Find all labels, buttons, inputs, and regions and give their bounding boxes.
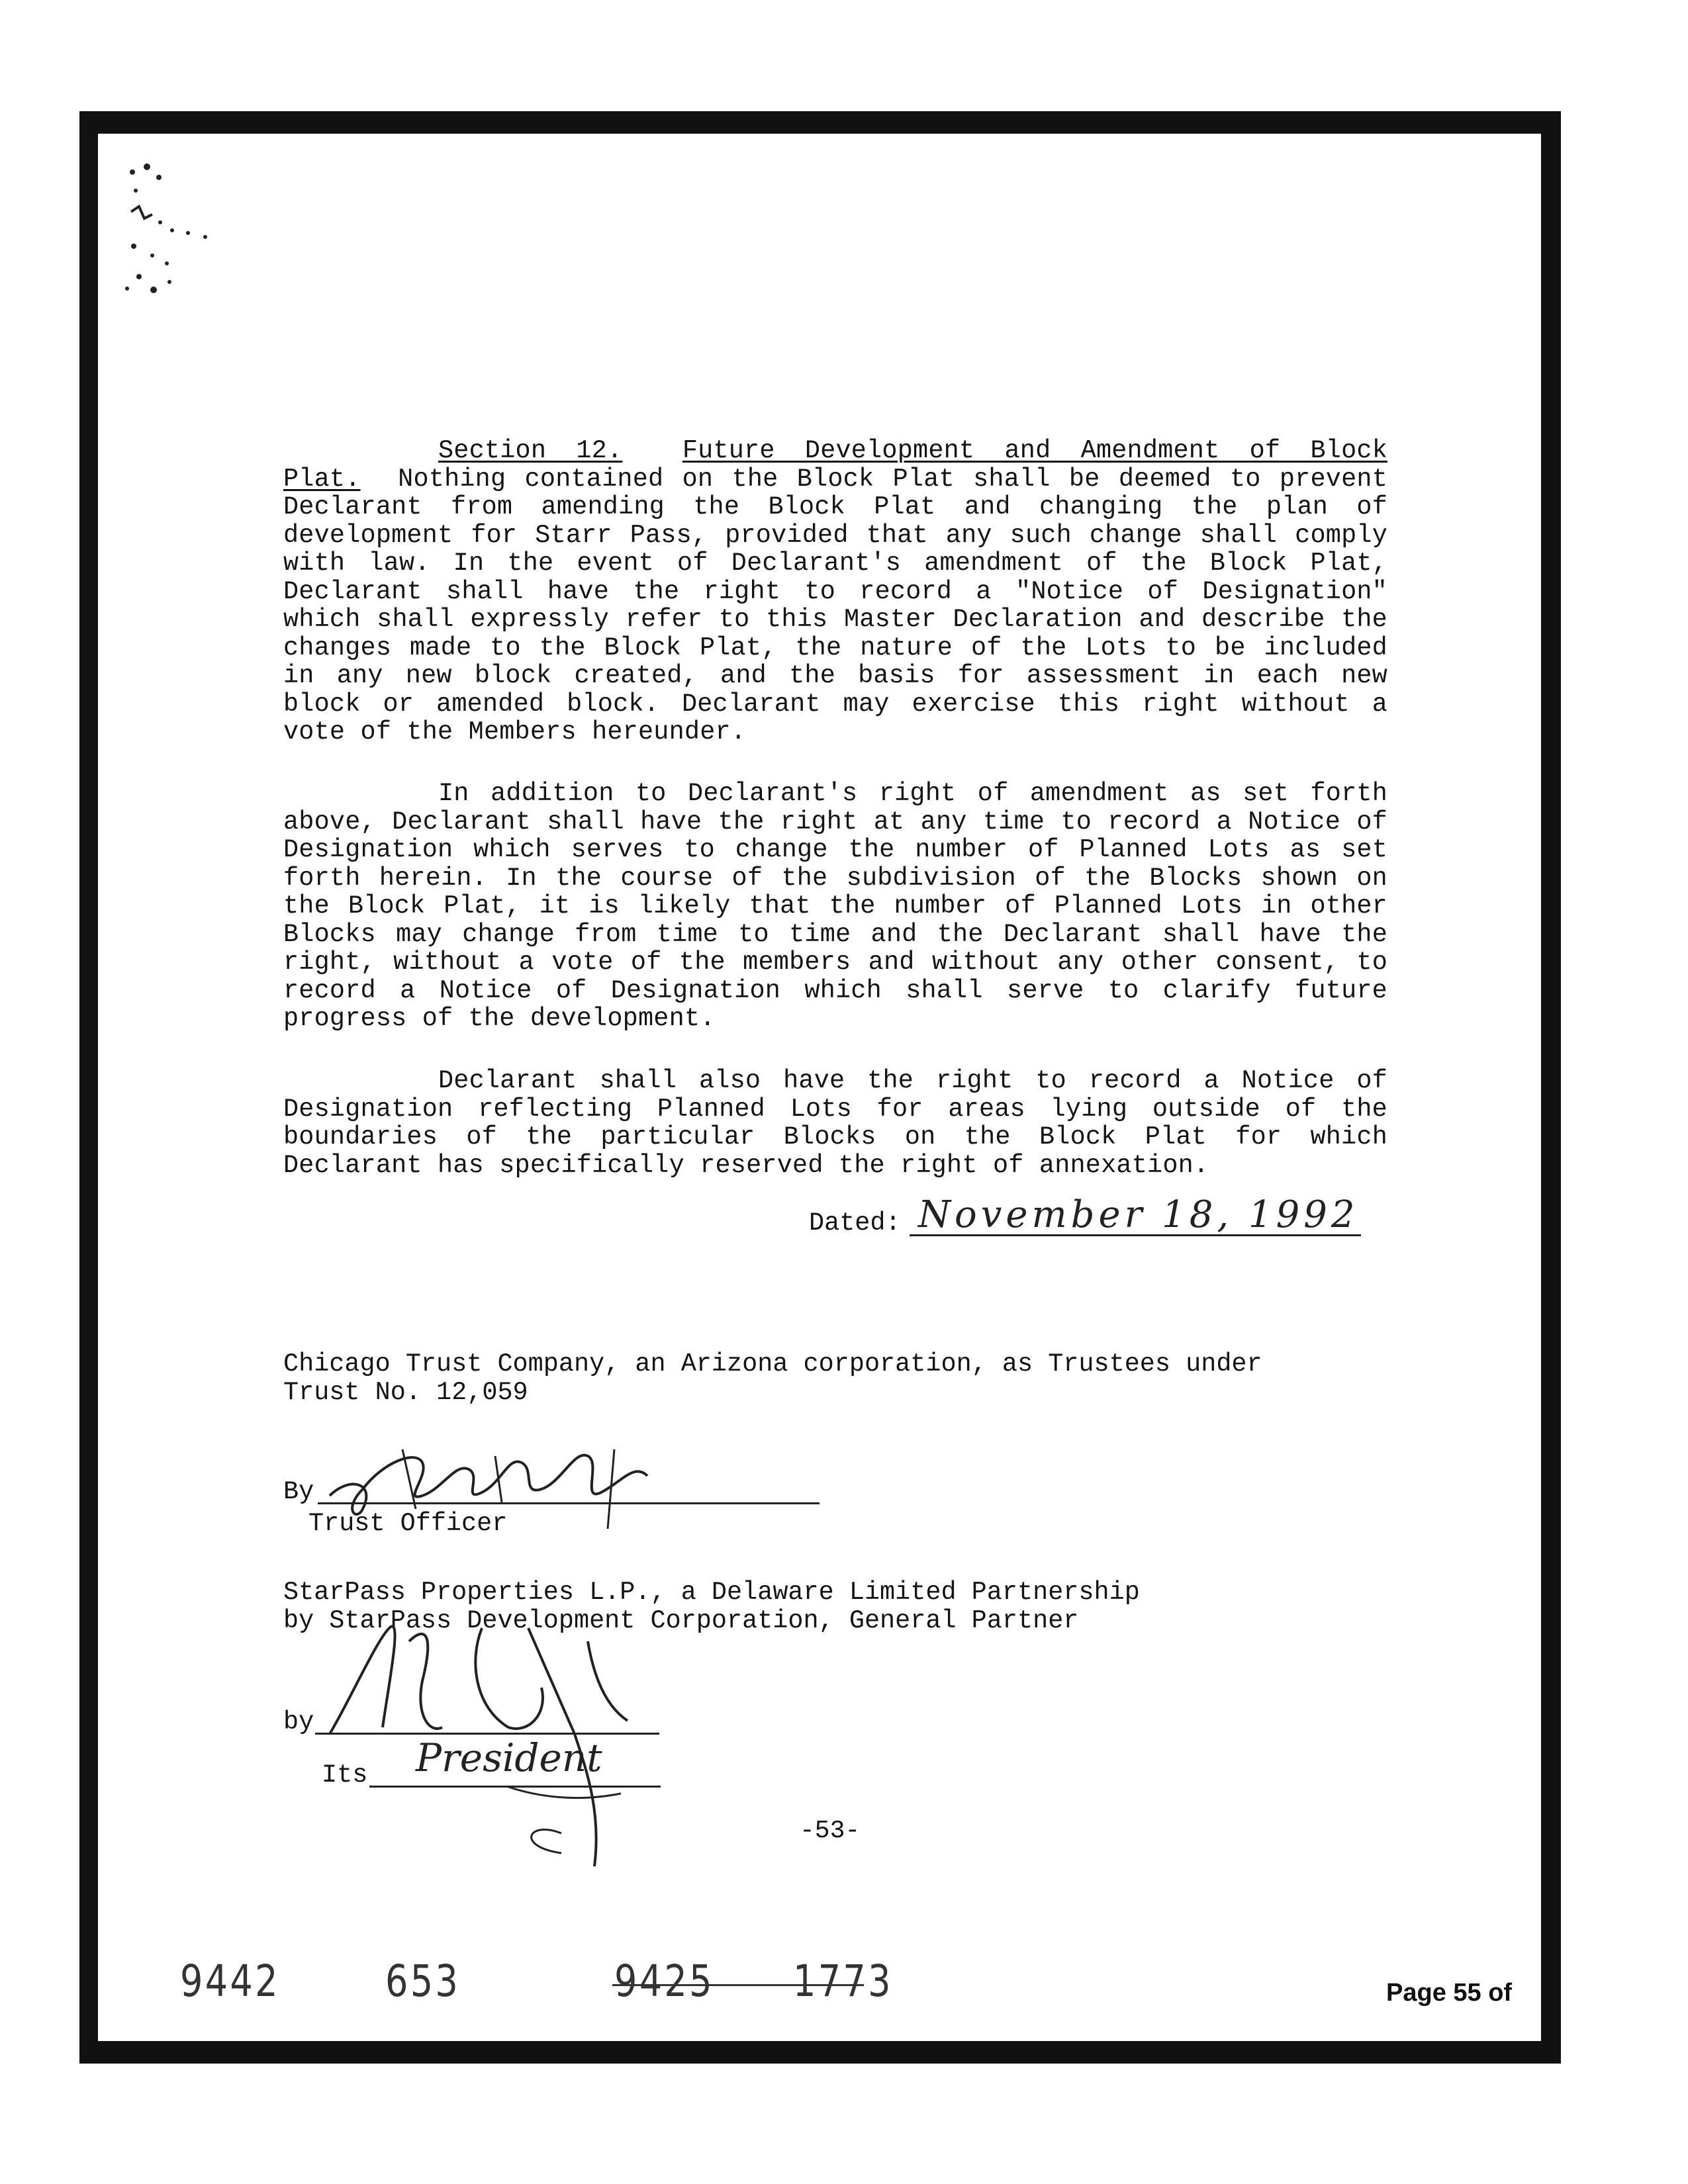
- paragraph-2-text: In addition to Declarant's right of amendment as set forth above, Declarant shall have the right at any time to record a Notice of Designation which serves to change the number of Planned Lots as set forth herein. In the course of the subdivision of the Blocks shown on the Block Plat, it is likely that the number of Planned Lots in other Blocks may change from time to time and the Declarant shall have the right, without a vote of the members and without any other consent, to record a Notice of Designation which shall serve to clarify future progress of the development.: [283, 779, 1387, 1033]
- its-label: Its: [322, 1760, 368, 1790]
- paragraph-3: [283, 1067, 1387, 1179]
- starpass-line-1: StarPass Properties L.P., a Delaware Limited Partnership: [283, 1578, 1140, 1607]
- trustee-block: [283, 1350, 1262, 1406]
- by-label: By: [283, 1477, 314, 1506]
- president-signature-block: [283, 1628, 747, 1933]
- dated-label: Dated:: [809, 1208, 901, 1238]
- paragraph-2: [283, 780, 1387, 1033]
- section-title: Future Development and Amendment of Block Plat.: [283, 436, 1388, 494]
- dated-handwritten-value: November 18, 1992: [918, 1193, 1359, 1236]
- recording-number-1: 9442: [180, 1956, 280, 2007]
- starpass-line-2: by StarPass Development Corporation, General Partner: [283, 1606, 1079, 1635]
- dated-line: [809, 1191, 1391, 1244]
- section-body: Nothing contained on the Block Plat shall be deemed to prevent Declarant from amending the Block Plat and changing the plan of development for Starr Pass, provided that any such change shall comply with law. In the event of Declarant's amendment of the Block Plat, Declarant shall have the right to record a "Notice of Designation" which shall expressly refer to this Master Declaration and describe the changes made to the Block Plat, the nature of the Lots to be included in any new block created, and the basis for assessment in each new block or amended block. Declarant may exercise this right without a vote of the Members hereunder.: [283, 464, 1388, 747]
- its-line: [369, 1786, 661, 1788]
- paragraph-3-text: Declarant shall also have the right to record a Notice of Designation reflecting Planned Lots for areas lying outside of the boundaries of the particular Blocks on the Block Plat for which Declarant has specifically reserved the right of annexation.: [283, 1066, 1387, 1180]
- recording-number-4: 1773: [793, 1956, 893, 2007]
- section-12: [283, 437, 1387, 747]
- trust-officer-signature-block: [283, 1449, 879, 1549]
- scan-speckles: [119, 159, 265, 311]
- its-handwritten-value: President: [416, 1735, 602, 1780]
- trustee-line-2: Trust No. 12,059: [283, 1377, 528, 1407]
- recording-strikethrough: [612, 1984, 864, 1986]
- recording-number-2: 653: [385, 1956, 461, 2007]
- trustee-line-1: Chicago Trust Company, an Arizona corporation, as Trustees under: [283, 1349, 1262, 1379]
- trust-officer-title: Trust Officer: [308, 1509, 508, 1538]
- page-number: -53-: [800, 1817, 861, 1845]
- by-label-2: by: [283, 1707, 314, 1737]
- section-heading: Section 12.: [438, 436, 623, 465]
- page-stamp: Page 55 of: [1386, 1979, 1513, 2007]
- recording-number-3: 9425: [614, 1956, 714, 2007]
